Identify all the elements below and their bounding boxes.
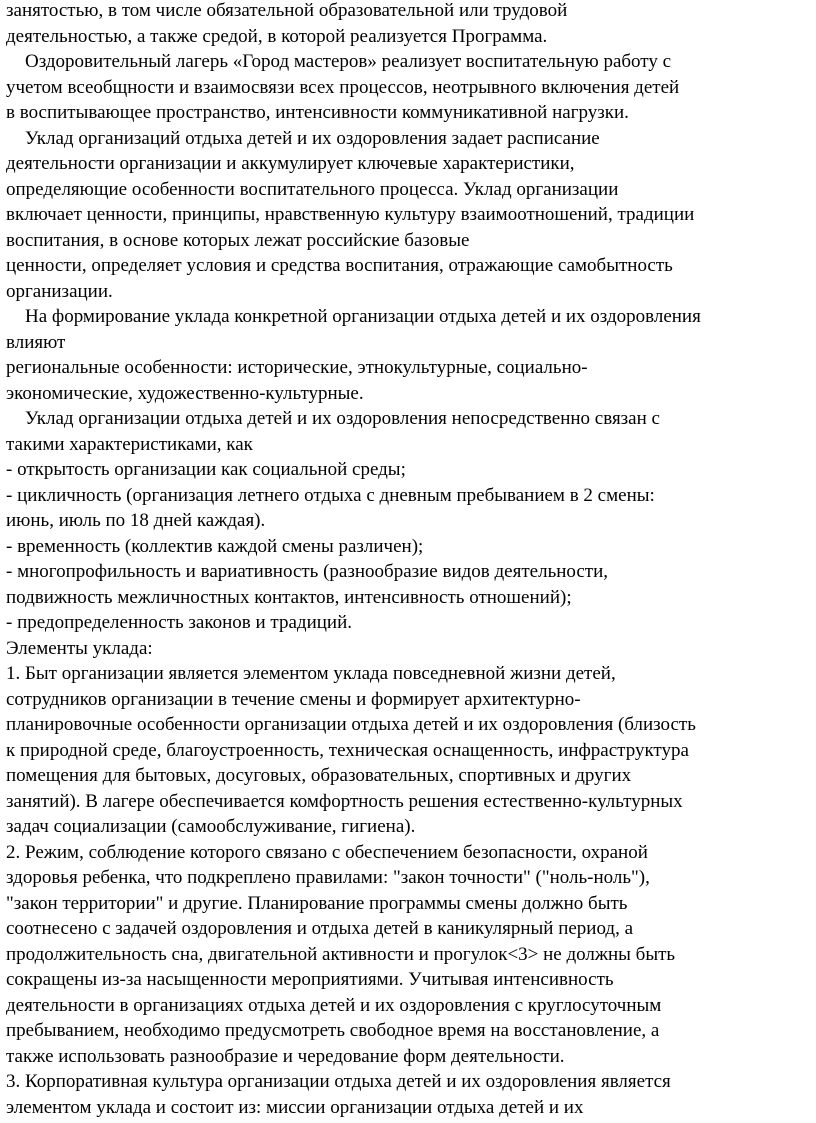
text-line: 2. Режим, соблюдение которого связано с обеспечением безопасности, охраной bbox=[6, 841, 648, 863]
text-line: соотнесено с задачей оздоровления и отдыха детей в каникулярный период, а bbox=[6, 918, 634, 939]
text-line: элементом уклада и состоит из: миссии организации отдыха детей и их bbox=[6, 1096, 584, 1118]
text-line: продолжительность сна, двигательной активности и прогулок<3> не должны быть bbox=[6, 943, 676, 965]
text-line: 1. Быт организации является элементом уклада повседневной жизни детей, bbox=[6, 663, 616, 684]
text-line: помещения для бытовых, досуговых, образовательных, спортивных и других bbox=[6, 765, 632, 786]
text-line: также использовать разнообразие и чередование форм деятельности. bbox=[6, 1045, 565, 1067]
text-line: здоровья ребенка, что подкреплено правилами: "закон точности" ("ноль-ноль"), bbox=[6, 867, 650, 888]
text-line: влияют bbox=[6, 331, 66, 353]
text-line: - временность (коллектив каждой смены различен); bbox=[6, 535, 424, 557]
text-line: пребыванием, необходимо предусмотреть свободное время на восстановление, а bbox=[6, 1020, 660, 1041]
text-line: деятельности организации и аккумулирует ключевые характеристики, bbox=[6, 153, 575, 174]
text-line: региональные особенности: исторические, этнокультурные, социально- bbox=[6, 357, 588, 378]
text-line: учетом всеобщности и взаимосвязи всех процессов, неотрывного включения детей bbox=[6, 76, 680, 98]
text-line: сокращены из-за насыщенности мероприятиями. Учитывая интенсивность bbox=[6, 969, 614, 990]
text-line: деятельностью, а также средой, в которой реализуется Программа. bbox=[6, 25, 548, 47]
text-line: к природной среде, благоустроенность, техническая оснащенность, инфраструктура bbox=[6, 739, 689, 761]
text-line: занятостью, в том числе обязательной образовательной или трудовой bbox=[6, 0, 568, 21]
text-line: определяющие особенности воспитательного процесса. Уклад организации bbox=[6, 178, 619, 200]
text-line: экономические, художественно-культурные. bbox=[6, 382, 364, 404]
text-line: Уклад организаций отдыха детей и их оздоровления задает расписание bbox=[6, 127, 600, 149]
text-line: воспитания, в основе которых лежат российские базовые bbox=[6, 229, 470, 251]
text-line: организации. bbox=[6, 280, 113, 302]
text-line: июнь, июль по 18 дней каждая). bbox=[6, 510, 266, 531]
text-line: На формирование уклада конкретной организации отдыха детей и их оздоровления bbox=[6, 306, 701, 327]
text-line: Оздоровительный лагерь «Город мастеров» реализует воспитательную работу с bbox=[6, 51, 672, 72]
text-line: сотрудников организации в течение смены и формирует архитектурно- bbox=[6, 688, 581, 710]
text-line: - открытость организации как социальной среды; bbox=[6, 459, 406, 480]
document-page bbox=[6, 0, 814, 1120]
text-line: планировочные особенности организации отдыха детей и их оздоровления (близость bbox=[6, 714, 696, 735]
text-line: Уклад организации отдыха детей и их оздоровления непосредственно связан с bbox=[6, 408, 660, 429]
text-line: - многопрофильность и вариативность (разнообразие видов деятельности, bbox=[6, 561, 609, 582]
text-line: деятельности в организациях отдыха детей и их оздоровления с круглосуточным bbox=[6, 994, 662, 1016]
text-line: Элементы уклада: bbox=[6, 637, 153, 659]
text-line: ценности, определяет условия и средства воспитания, отражающие самобытность bbox=[6, 255, 673, 276]
text-line: такими характеристиками, как bbox=[6, 433, 253, 455]
text-line: 3. Корпоративная культура организации отдыха детей и их оздоровления является bbox=[6, 1071, 671, 1092]
text-line: "закон территории" и другие. Планирование программы смены должно быть bbox=[6, 892, 628, 914]
text-line: в воспитывающее пространство, интенсивности коммуникативной нагрузки. bbox=[6, 102, 629, 123]
text-line: задач социализации (самообслуживание, гигиена). bbox=[6, 816, 416, 837]
text-line: - цикличность (организация летнего отдыха с дневным пребыванием в 2 смены: bbox=[6, 484, 655, 506]
text-line: - предопределенность законов и традиций. bbox=[6, 612, 352, 633]
text-line: подвижность межличностных контактов, интенсивность отношений); bbox=[6, 586, 572, 608]
text-line: занятий). В лагере обеспечивается комфортность решения естественно-культурных bbox=[6, 790, 683, 812]
text-line: включает ценности, принципы, нравственную культуру взаимоотношений, традиции bbox=[6, 204, 695, 225]
